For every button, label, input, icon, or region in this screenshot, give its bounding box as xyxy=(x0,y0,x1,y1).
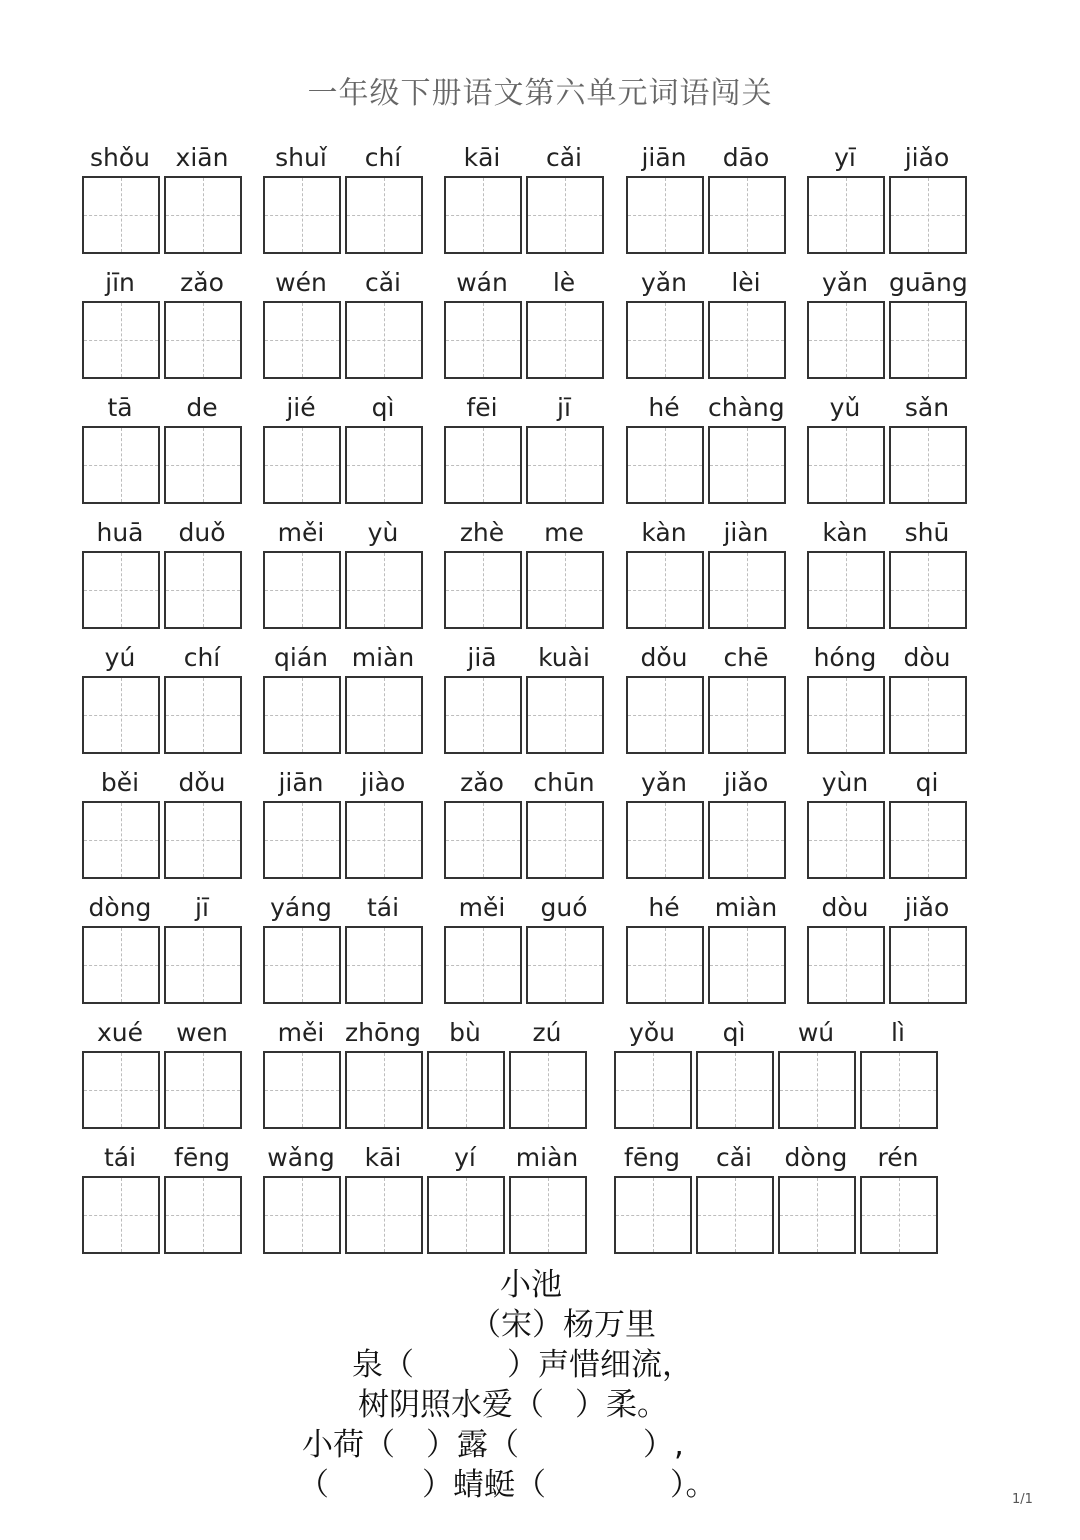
pinyin-label: wen xyxy=(176,1018,228,1047)
pinyin-label: zǎo xyxy=(180,268,224,297)
poem-title: 小池 xyxy=(500,1267,562,1303)
pinyin-label: sǎn xyxy=(904,393,950,422)
pinyin-label: xiān xyxy=(175,143,229,172)
worksheet-title: 一年级下册语文第六单元词语闯关 xyxy=(307,76,773,111)
pinyin-label: qì xyxy=(722,1018,746,1047)
pinyin-label: tā xyxy=(107,393,133,422)
page-number: 1/1 xyxy=(1012,1492,1033,1507)
pinyin-label: qián xyxy=(274,643,328,672)
pinyin-label: shū xyxy=(904,518,950,547)
pinyin-label: zǎo xyxy=(460,768,504,797)
pinyin-label: hóng xyxy=(813,643,877,672)
pinyin-label: jīn xyxy=(105,268,135,297)
pinyin-label: de xyxy=(186,393,218,422)
pinyin-label: dǒu xyxy=(178,768,226,797)
pinyin-label: me xyxy=(544,518,584,547)
pinyin-label: miàn xyxy=(515,1143,579,1172)
pinyin-label: jiào xyxy=(360,768,406,797)
pinyin-label: lè xyxy=(552,268,576,297)
pinyin-label: fēi xyxy=(466,393,498,422)
pinyin-label: duǒ xyxy=(178,518,226,547)
pinyin-label: yáng xyxy=(270,893,332,922)
pinyin-label: shǒu xyxy=(89,143,150,172)
pinyin-label: bù xyxy=(449,1018,481,1047)
pinyin-label: kàn xyxy=(641,518,687,547)
pinyin-label: chē xyxy=(723,643,769,672)
pinyin-label: zú xyxy=(532,1018,562,1047)
pinyin-label: dòu xyxy=(903,643,951,672)
pinyin-label: jiā xyxy=(467,643,497,672)
pinyin-label: jiǎo xyxy=(904,143,950,172)
poem-line-4[interactable]: （ ）蜻蜓（ ）。 xyxy=(298,1467,717,1503)
pinyin-label: jiǎo xyxy=(904,893,950,922)
pinyin-label: wǎng xyxy=(267,1143,335,1172)
pinyin-label: yǎn xyxy=(641,268,687,297)
pinyin-label: yī xyxy=(834,143,856,172)
pinyin-label: měi xyxy=(277,518,325,547)
pinyin-label: miàn xyxy=(351,643,415,672)
pinyin-label: miàn xyxy=(714,893,778,922)
pinyin-label: měi xyxy=(277,1018,325,1047)
poem-author: （宋）杨万里 xyxy=(470,1307,656,1343)
pinyin-label: kuài xyxy=(538,643,590,672)
pinyin-label: tái xyxy=(103,1143,137,1172)
pinyin-label: cǎi xyxy=(715,1143,752,1172)
pinyin-label: yǒu xyxy=(629,1018,675,1047)
pinyin-label: jiān xyxy=(278,768,324,797)
pinyin-label: zhè xyxy=(459,518,505,547)
pinyin-label: jiān xyxy=(641,143,687,172)
pinyin-label: yǎn xyxy=(641,768,687,797)
pinyin-label: chūn xyxy=(533,768,595,797)
pinyin-label: kāi xyxy=(463,143,501,172)
pinyin-label: hé xyxy=(648,893,680,922)
pinyin-label: chí xyxy=(183,643,221,672)
pinyin-label: jié xyxy=(286,393,316,422)
pinyin-label: tái xyxy=(366,893,400,922)
pinyin-label: shuǐ xyxy=(275,143,327,172)
pinyin-label: cǎi xyxy=(364,268,401,297)
pinyin-label: guó xyxy=(540,893,588,922)
pinyin-label: dòu xyxy=(821,893,869,922)
pinyin-label: wán xyxy=(456,268,508,297)
pinyin-label: jī xyxy=(195,893,209,922)
pinyin-label: jī xyxy=(557,393,571,422)
pinyin-label: yǎn xyxy=(822,268,868,297)
pinyin-label: hé xyxy=(648,393,680,422)
pinyin-label: qì xyxy=(371,393,395,422)
pinyin-label: yú xyxy=(104,643,136,672)
pinyin-label: dòng xyxy=(784,1143,848,1172)
pinyin-label: xué xyxy=(96,1018,144,1047)
pinyin-label: wén xyxy=(275,268,327,297)
pinyin-label: kàn xyxy=(822,518,868,547)
pinyin-label: dòng xyxy=(88,893,152,922)
pinyin-label: yù xyxy=(367,518,399,547)
pinyin-label: zhōng xyxy=(345,1018,421,1047)
pinyin-label: lèi xyxy=(731,268,761,297)
pinyin-label: dǒu xyxy=(640,643,688,672)
pinyin-label: měi xyxy=(458,893,506,922)
pinyin-label: lì xyxy=(891,1018,905,1047)
pinyin-label: huā xyxy=(96,518,144,547)
pinyin-label: rén xyxy=(877,1143,919,1172)
pinyin-label: dāo xyxy=(722,143,770,172)
pinyin-label: kāi xyxy=(364,1143,402,1172)
pinyin-label: fēng xyxy=(174,1143,230,1172)
poem-line-2[interactable]: 树阴照水爱（ ）柔。 xyxy=(358,1387,668,1423)
pinyin-label: chàng xyxy=(708,393,785,422)
pinyin-label: chí xyxy=(364,143,402,172)
pinyin-label: fēng xyxy=(624,1143,680,1172)
pinyin-label: yǔ xyxy=(829,393,861,422)
poem-line-3[interactable]: 小荷（ ）露（ ）, xyxy=(302,1427,684,1463)
pinyin-label: yí xyxy=(454,1143,476,1172)
pinyin-label: guāng xyxy=(889,268,968,297)
pinyin-label: yùn xyxy=(821,768,869,797)
pinyin-label: jiàn xyxy=(723,518,769,547)
poem-line-1[interactable]: 泉（ ）声惜细流， xyxy=(352,1347,693,1383)
pinyin-label: wú xyxy=(797,1018,835,1047)
pinyin-label: běi xyxy=(100,768,140,797)
pinyin-label: qi xyxy=(915,768,939,797)
pinyin-label: jiǎo xyxy=(723,768,769,797)
pinyin-label: cǎi xyxy=(545,143,582,172)
